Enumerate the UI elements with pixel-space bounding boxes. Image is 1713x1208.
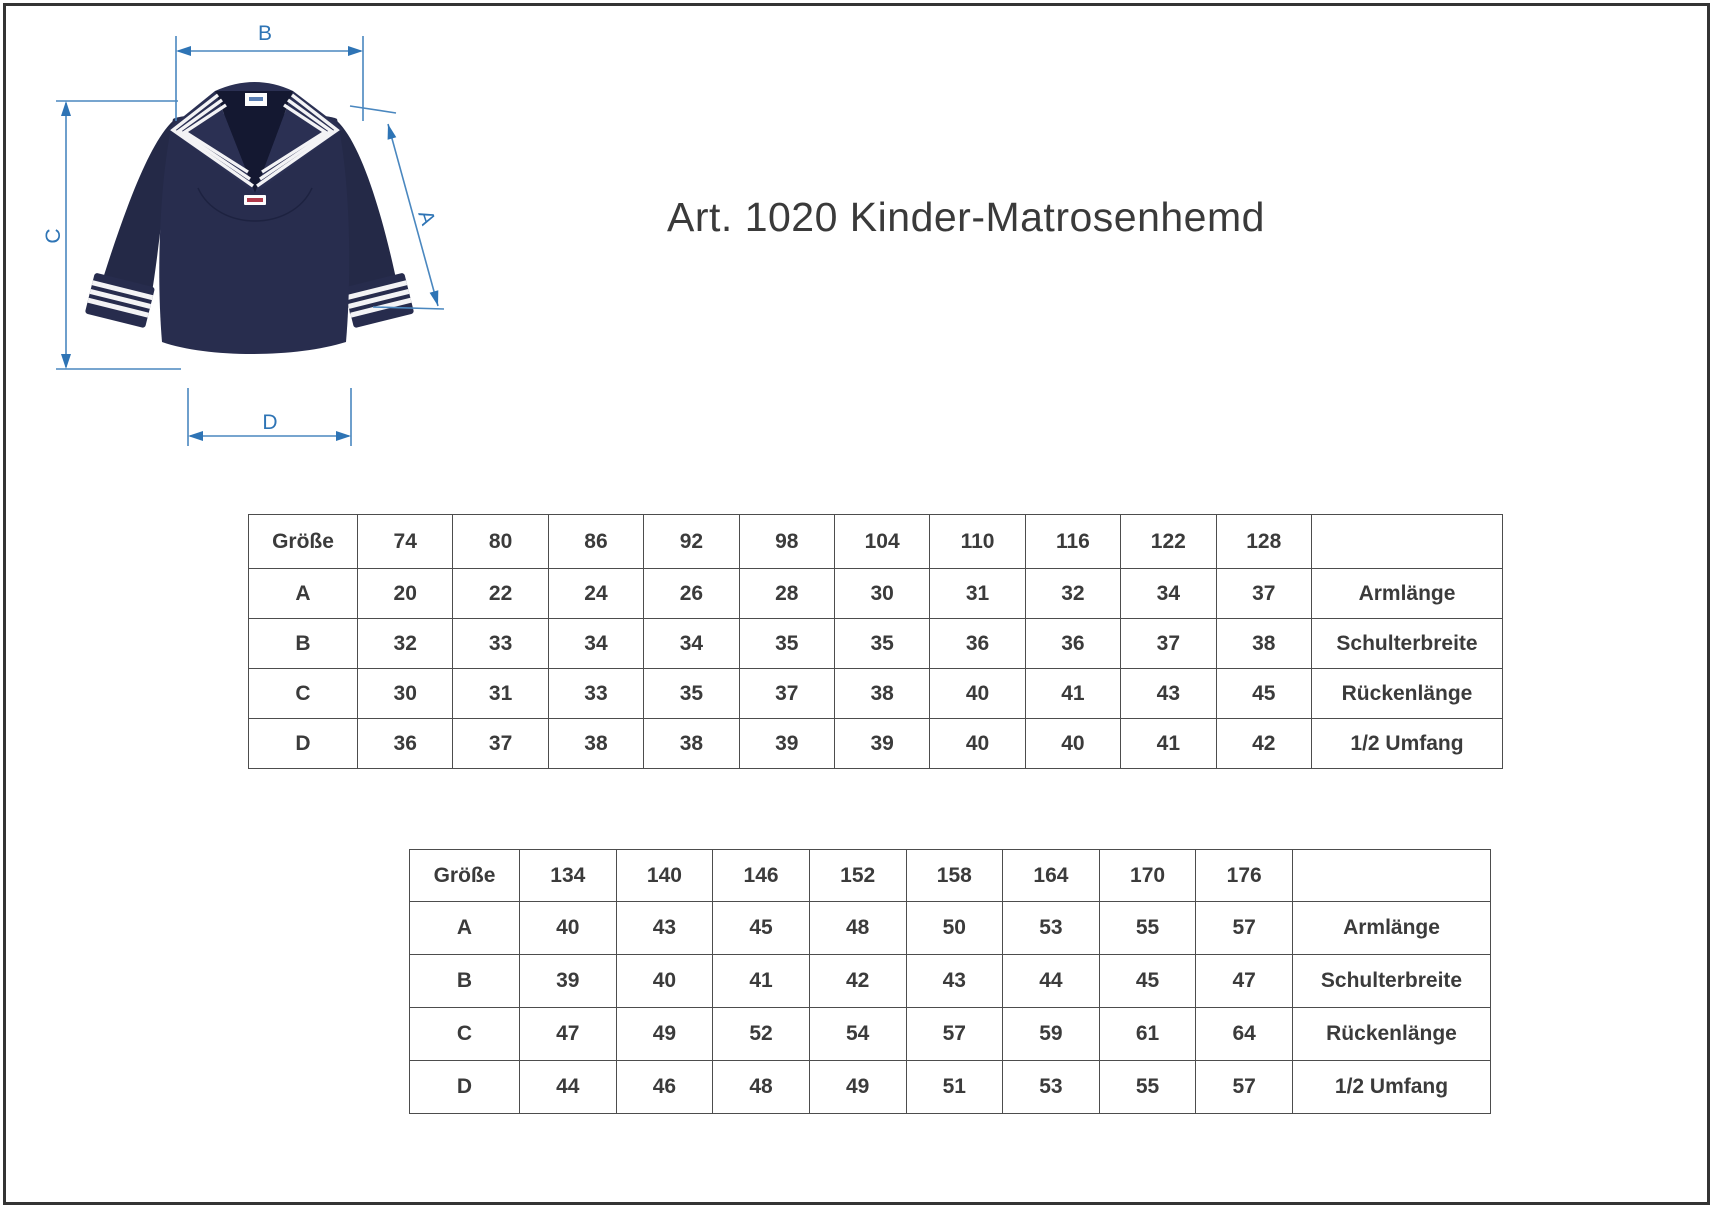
table-cell: 43 [616,902,713,955]
table-cell: 47 [520,1008,617,1061]
chest-tag-print [247,198,263,202]
product-title: Art. 1020 Kinder-Matrosenhemd [667,194,1265,240]
table-cell: 40 [1025,719,1120,769]
table-header-cell: 98 [739,515,834,569]
table-header-cell: Größe [410,850,520,902]
table-cell: 39 [520,955,617,1008]
table-cell: 41 [1121,719,1216,769]
table-header-cell: 110 [930,515,1025,569]
table-cell: 43 [906,955,1003,1008]
table-cell: 40 [930,669,1025,719]
table-cell: 41 [1025,669,1120,719]
table-cell: 28 [739,569,834,619]
table-cell: 42 [809,955,906,1008]
table-cell: 43 [1121,669,1216,719]
table-cell: 38 [644,719,739,769]
table-cell: 26 [644,569,739,619]
table-cell: 37 [453,719,548,769]
table-cell: 32 [358,619,453,669]
table-cell: 38 [548,719,643,769]
table-cell: 30 [358,669,453,719]
table-row [410,902,1491,955]
table-header-cell: 80 [453,515,548,569]
table-cell: 36 [1025,619,1120,669]
dimension-c-label: C [42,228,65,244]
dimension-d-arrow [188,388,351,446]
table-cell: 24 [548,569,643,619]
size-table-large-sizes [409,849,1491,1114]
table-cell: 38 [1216,619,1311,669]
table-header-cell: 164 [1003,850,1100,902]
table-header-cell: 116 [1025,515,1120,569]
table-cell: 35 [834,619,929,669]
table-cell: D [249,719,358,769]
table-cell: 45 [1216,669,1311,719]
table-cell: 53 [1003,902,1100,955]
table-cell: 36 [358,719,453,769]
table-cell: 20 [358,569,453,619]
table-cell: 40 [930,719,1025,769]
table-row [249,569,1503,619]
table-header-cell [1312,515,1503,569]
dimension-a-label: A [413,207,440,229]
table-header-cell: 74 [358,515,453,569]
table-cell: 1/2 Umfang [1312,719,1503,769]
table-cell: 57 [906,1008,1003,1061]
table-cell: Schulterbreite [1293,955,1491,1008]
table-row [249,669,1503,719]
table-cell: 30 [834,569,929,619]
table-cell: Armlänge [1312,569,1503,619]
table-cell: 45 [713,902,810,955]
table-cell: 46 [616,1061,713,1114]
table-cell: 31 [930,569,1025,619]
table-cell: 59 [1003,1008,1100,1061]
table-header-cell [1293,850,1491,902]
table-cell: 48 [809,902,906,955]
table-cell: 48 [713,1061,810,1114]
table-row [410,1061,1491,1114]
table-cell: 49 [809,1061,906,1114]
table-row [249,619,1503,669]
page [3,3,1710,1205]
table-cell: A [249,569,358,619]
table-header-cell: 146 [713,850,810,902]
table-cell: 55 [1099,902,1196,955]
table-header-cell: 158 [906,850,1003,902]
table-header-cell: 92 [644,515,739,569]
table-header-cell: Größe [249,515,358,569]
table-cell: B [410,955,520,1008]
table-cell: 39 [739,719,834,769]
table-header-cell: 128 [1216,515,1311,569]
table-cell: 53 [1003,1061,1100,1114]
size-table-small-sizes [248,514,1503,769]
table-cell: 31 [453,669,548,719]
table-header-cell: 140 [616,850,713,902]
table-cell: 42 [1216,719,1311,769]
table-row [410,1008,1491,1061]
table-cell: C [249,669,358,719]
table-cell: 55 [1099,1061,1196,1114]
sailor-shirt-illustration [85,82,414,354]
table-cell: 39 [834,719,929,769]
table-cell: Rückenlänge [1293,1008,1491,1061]
table-cell: 33 [453,619,548,669]
table-cell: 57 [1196,1061,1293,1114]
dimension-d-label: D [262,411,278,434]
table-cell: 41 [713,955,810,1008]
table-cell: 37 [739,669,834,719]
table-header-cell: 152 [809,850,906,902]
shirt-diagram [28,16,488,461]
table-cell: 34 [1121,569,1216,619]
table-cell: C [410,1008,520,1061]
table-cell: 38 [834,669,929,719]
table-row [249,719,1503,769]
table-cell: 37 [1216,569,1311,619]
table-cell: 50 [906,902,1003,955]
table-cell: 45 [1099,955,1196,1008]
dimension-b-label: B [257,22,273,45]
table-row [410,955,1491,1008]
table-cell: 33 [548,669,643,719]
table-header-cell: 104 [834,515,929,569]
table-cell: D [410,1061,520,1114]
table-header-cell: 86 [548,515,643,569]
table-cell: B [249,619,358,669]
table-cell: 49 [616,1008,713,1061]
table-cell: 32 [1025,569,1120,619]
table-cell: 64 [1196,1008,1293,1061]
table-cell: Armlänge [1293,902,1491,955]
table-cell: Schulterbreite [1312,619,1503,669]
table-cell: A [410,902,520,955]
table-cell: 61 [1099,1008,1196,1061]
table-cell: 34 [548,619,643,669]
table-cell: 44 [1003,955,1100,1008]
table-cell: Rückenlänge [1312,669,1503,719]
table-cell: 47 [1196,955,1293,1008]
table-cell: 44 [520,1061,617,1114]
table-cell: 51 [906,1061,1003,1114]
table-header-cell: 170 [1099,850,1196,902]
table-cell: 22 [453,569,548,619]
table-cell: 34 [644,619,739,669]
table-cell: 52 [713,1008,810,1061]
table-cell: 57 [1196,902,1293,955]
table-cell: 37 [1121,619,1216,669]
table-cell: 1/2 Umfang [1293,1061,1491,1114]
table-cell: 35 [739,619,834,669]
table-cell: 40 [520,902,617,955]
table-header-cell: 176 [1196,850,1293,902]
table-cell: 54 [809,1008,906,1061]
table-cell: 35 [644,669,739,719]
neck-label-print [249,97,263,101]
table-header-cell: 134 [520,850,617,902]
table-cell: 40 [616,955,713,1008]
table-header-cell: 122 [1121,515,1216,569]
table-cell: 36 [930,619,1025,669]
table-header-row [410,850,1491,902]
table-header-row [249,515,1503,569]
